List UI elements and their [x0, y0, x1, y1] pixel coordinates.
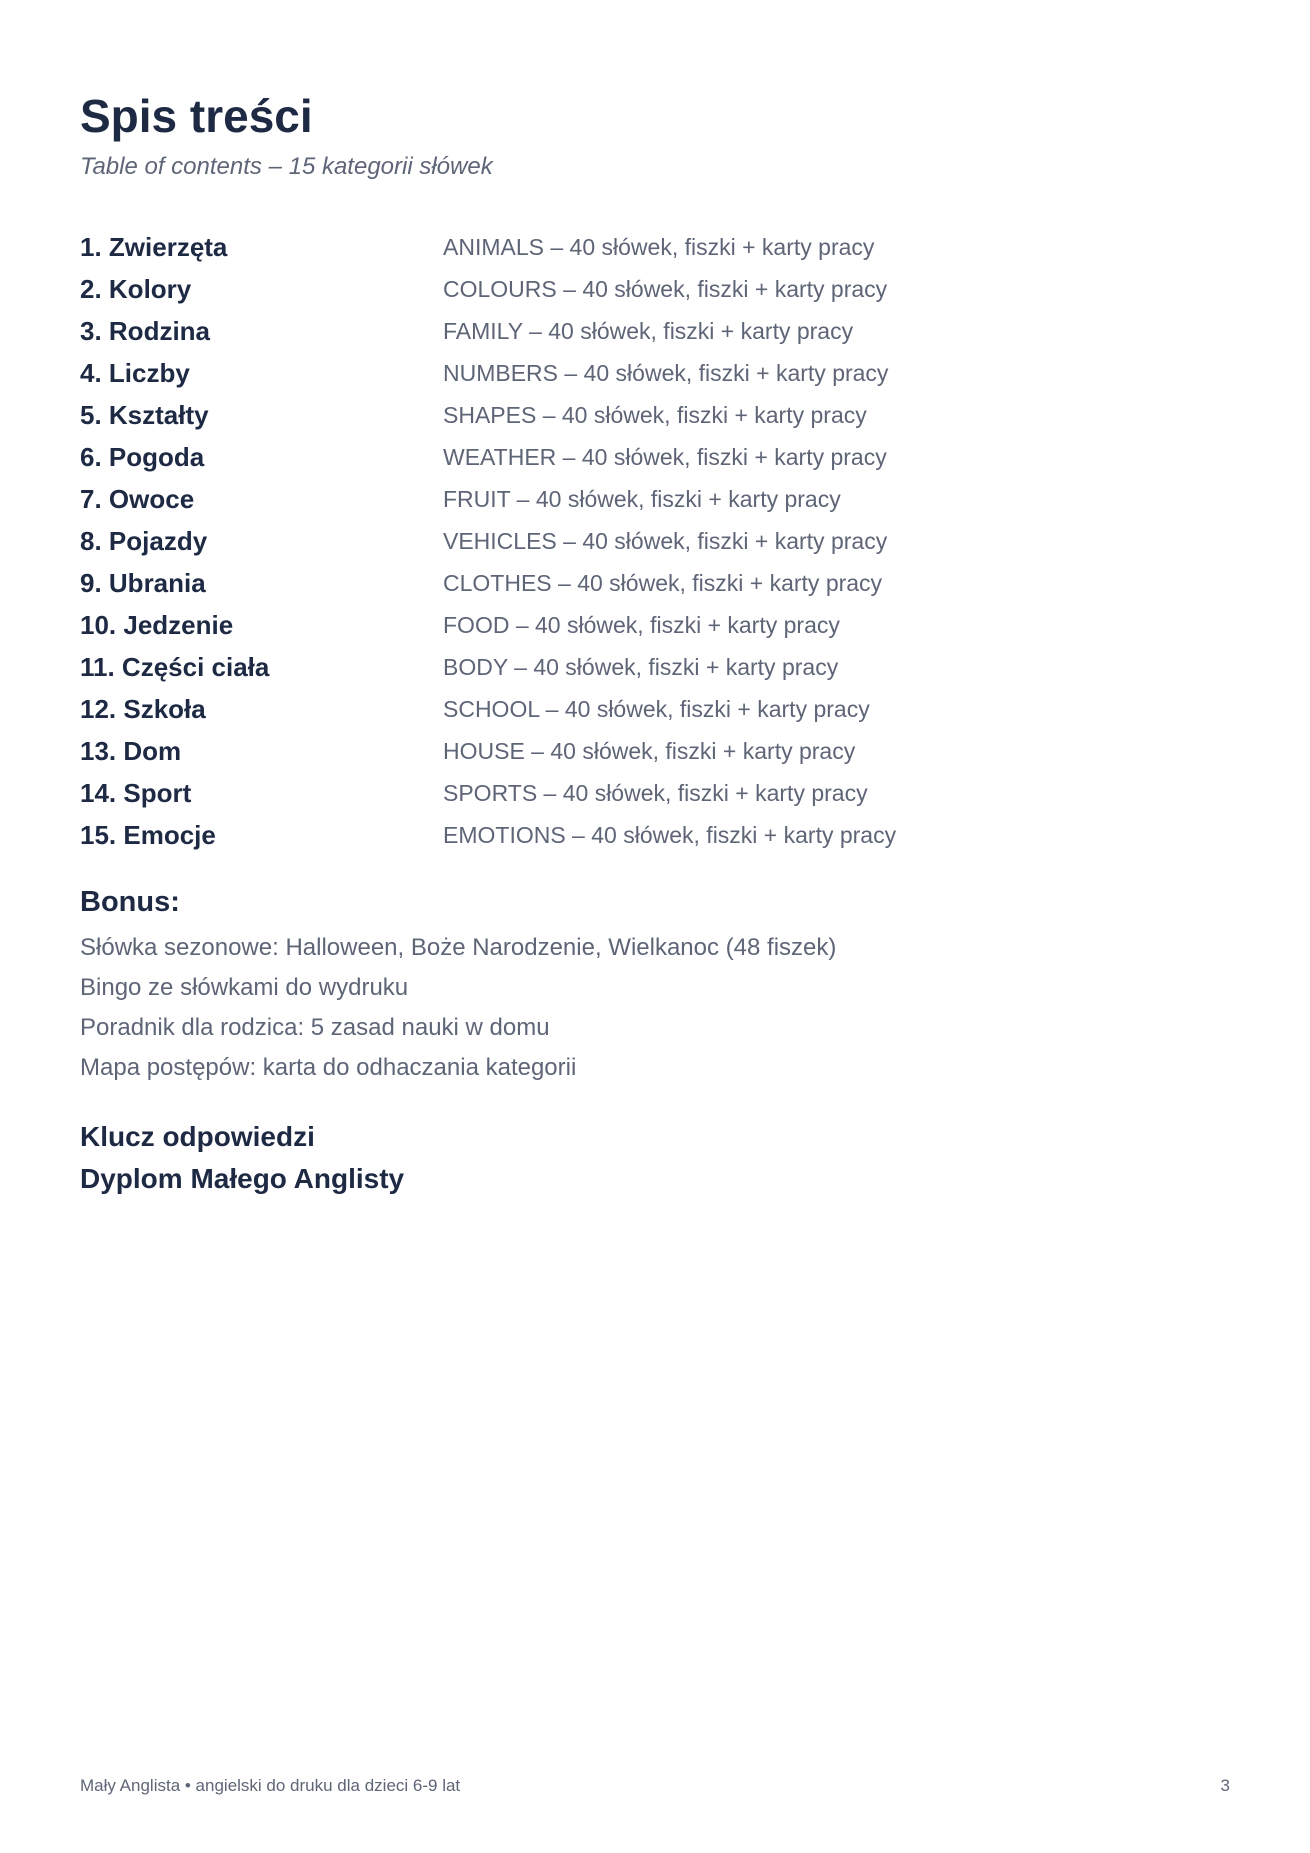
toc-item-description: WEATHER – 40 słówek, fiszki + karty pracy: [443, 443, 887, 470]
toc-item-description: FRUIT – 40 słówek, fiszki + karty pracy: [443, 485, 841, 512]
toc-item: [80, 478, 1080, 520]
toc-item-title: 13. Dom: [80, 735, 182, 766]
toc-item: [80, 646, 1080, 688]
toc-item-description: SPORTS – 40 słówek, fiszki + karty pracy: [443, 779, 868, 806]
table-of-contents: [80, 226, 1080, 856]
toc-item-title: 6. Pogoda: [80, 441, 205, 472]
toc-item-description: FOOD – 40 słówek, fiszki + karty pracy: [443, 611, 840, 638]
toc-item-title: 2. Kolory: [80, 273, 192, 304]
page-subtitle: Table of contents – 15 kategorii słówek: [80, 153, 493, 180]
toc-item: [80, 310, 1080, 352]
document-page: [80, 0, 1230, 1853]
toc-item: [80, 814, 1080, 856]
toc-item: [80, 730, 1080, 772]
bonus-item: Bingo ze słówkami do wydruku: [80, 974, 409, 1001]
toc-item-description: SHAPES – 40 słówek, fiszki + karty pracy: [443, 401, 867, 428]
toc-item: [80, 226, 1080, 268]
toc-item: [80, 520, 1080, 562]
toc-item: [80, 436, 1080, 478]
toc-item: [80, 772, 1080, 814]
footer-text: Mały Anglista • angielski do druku dla dzieci 6-9 lat: [80, 1776, 461, 1795]
toc-item-title: 15. Emocje: [80, 819, 216, 850]
toc-item-title: 7. Owoce: [80, 483, 195, 514]
toc-item-description: VEHICLES – 40 słówek, fiszki + karty pracy: [443, 527, 888, 554]
diploma-heading: Dyplom Małego Anglisty: [80, 1163, 405, 1194]
page-number: 3: [1220, 1776, 1230, 1795]
toc-item-title: 3. Rodzina: [80, 315, 211, 346]
toc-item-title: 10. Jedzenie: [80, 609, 234, 640]
toc-item-description: NUMBERS – 40 słówek, fiszki + karty pracy: [443, 359, 889, 386]
toc-item-title: 8. Pojazdy: [80, 525, 208, 556]
toc-item: [80, 352, 1080, 394]
toc-item-description: EMOTIONS – 40 słówek, fiszki + karty pracy: [443, 821, 897, 848]
toc-item-title: 5. Kształty: [80, 399, 209, 430]
answer-key-heading: Klucz odpowiedzi: [80, 1121, 315, 1152]
page-title: Spis treści: [80, 90, 313, 142]
toc-item-description: CLOTHES – 40 słówek, fiszki + karty pracy: [443, 569, 883, 596]
toc-item-description: FAMILY – 40 słówek, fiszki + karty pracy: [443, 317, 854, 344]
bonus-item: Poradnik dla rodzica: 5 zasad nauki w domu: [80, 1014, 550, 1041]
toc-item: [80, 688, 1080, 730]
toc-item: [80, 562, 1080, 604]
extra-sections: [80, 1116, 404, 1200]
toc-item-description: COLOURS – 40 słówek, fiszki + karty pracy: [443, 275, 888, 302]
toc-item-title: 14. Sport: [80, 777, 192, 808]
toc-item-title: 12. Szkoła: [80, 693, 206, 724]
toc-item: [80, 604, 1080, 646]
toc-item-title: 9. Ubrania: [80, 567, 206, 598]
toc-item-title: 1. Zwierzęta: [80, 231, 228, 262]
bonus-item: Słówka sezonowe: Halloween, Boże Narodzenie, Wielkanoc (48 fiszek): [80, 934, 837, 961]
toc-item-title: 11. Części ciała: [80, 651, 270, 682]
bonus-list: [80, 928, 836, 1088]
toc-item: [80, 268, 1080, 310]
toc-item-title: 4. Liczby: [80, 357, 190, 388]
toc-item: [80, 394, 1080, 436]
bonus-heading: Bonus:: [80, 886, 180, 918]
toc-item-description: HOUSE – 40 słówek, fiszki + karty pracy: [443, 737, 856, 764]
toc-item-description: BODY – 40 słówek, fiszki + karty pracy: [443, 653, 839, 680]
bonus-item: Mapa postępów: karta do odhaczania kategorii: [80, 1054, 577, 1081]
toc-item-description: SCHOOL – 40 słówek, fiszki + karty pracy: [443, 695, 870, 722]
toc-item-description: ANIMALS – 40 słówek, fiszki + karty pracy: [443, 233, 875, 260]
